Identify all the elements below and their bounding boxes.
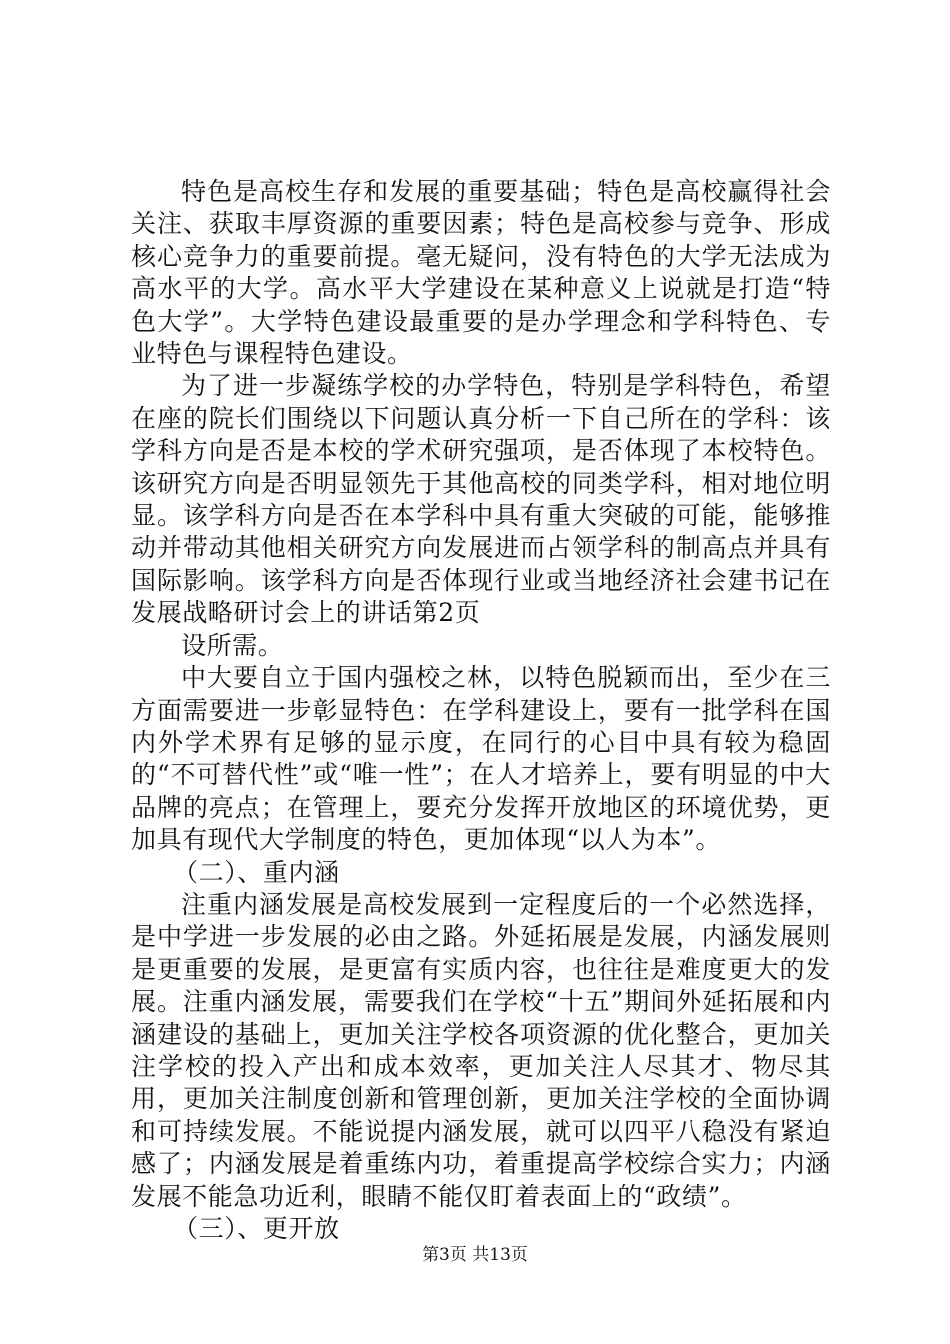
paragraph-connotation-development: 注重内涵发展是高校发展到一定程度后的一个必然选择，是中学进一步发展的必由之路。外延拓展是发展，内涵发展则是更重要的发展，是更富有实质内容，也往往是难度更大的发展。注重内涵发展，需要我们在学校“十五”期间外延拓展和内涵建设的基础上，更加关注学校各项资源的优化整合，更加关注学校的投入产出和成本效率，更加关注人尽其才、物尽其用，更加关注制度创新和管理创新，更加关注学校的全面协调和可持续发展。不能说提内涵发展，就可以四平八稳没有紧迫感了；内涵发展是着重练内功，着重提高学校综合实力；内涵发展不能急功近利，眼睛不能仅盯着表面上的“政绩”。 [131,889,831,1211]
section-heading-openness: （三）、更开放 [173,1214,340,1243]
document-body [131,176,831,1245]
paragraph-three-aspects: 中大要自立于国内强校之林，以特色脱颖而出，至少在三方面需要进一步彰显特色：在学科建设上，要有一批学科在国内外学术界有足够的显示度，在同行的心目中具有较为稳固的“不可替代性”或“唯一性”；在人才培养上，要有明显的中大品牌的亮点；在管理上，要充分发挥开放地区的环境优势，更加具有现代大学制度的特色，更加体现“以人为本”。 [131,663,831,855]
paragraph-features: 特色是高校生存和发展的重要基础；特色是高校赢得社会关注、获取丰厚资源的重要因素；特色是高校参与竞争、形成核心竞争力的重要前提。毫无疑问，没有特色的大学无法成为高水平的大学。高水平大学建设在某种意义上说就是打造“特色大学”。大学特色建设最重要的是办学理念和学科特色、专业特色与课程特色建设。 [131,177,831,369]
paragraph-continuation: 设所需。 [181,630,284,660]
section-heading-connotation: （二）、重内涵 [173,857,340,887]
page-footer: 第3页 共13页 [422,1245,528,1265]
paragraph-discipline-analysis: 为了进一步凝练学校的办学特色，特别是学科特色，希望在座的院长们围绕以下问题认真分析一下自己所在的学科：该学科方向是否是本校的学术研究强项，是否体现了本校特色。该研究方向是否明显领先于其他高校的同类学科，相对地位明显。该学科方向是否在本学科中具有重大突破的可能，能够推动并带动其他相关研究方向发展进而占领学科的制高点并具有国际影响。该学科方向是否体现行业或当地经济社会建书记在发展战略研讨会上的讲话第2页 [131,371,831,628]
